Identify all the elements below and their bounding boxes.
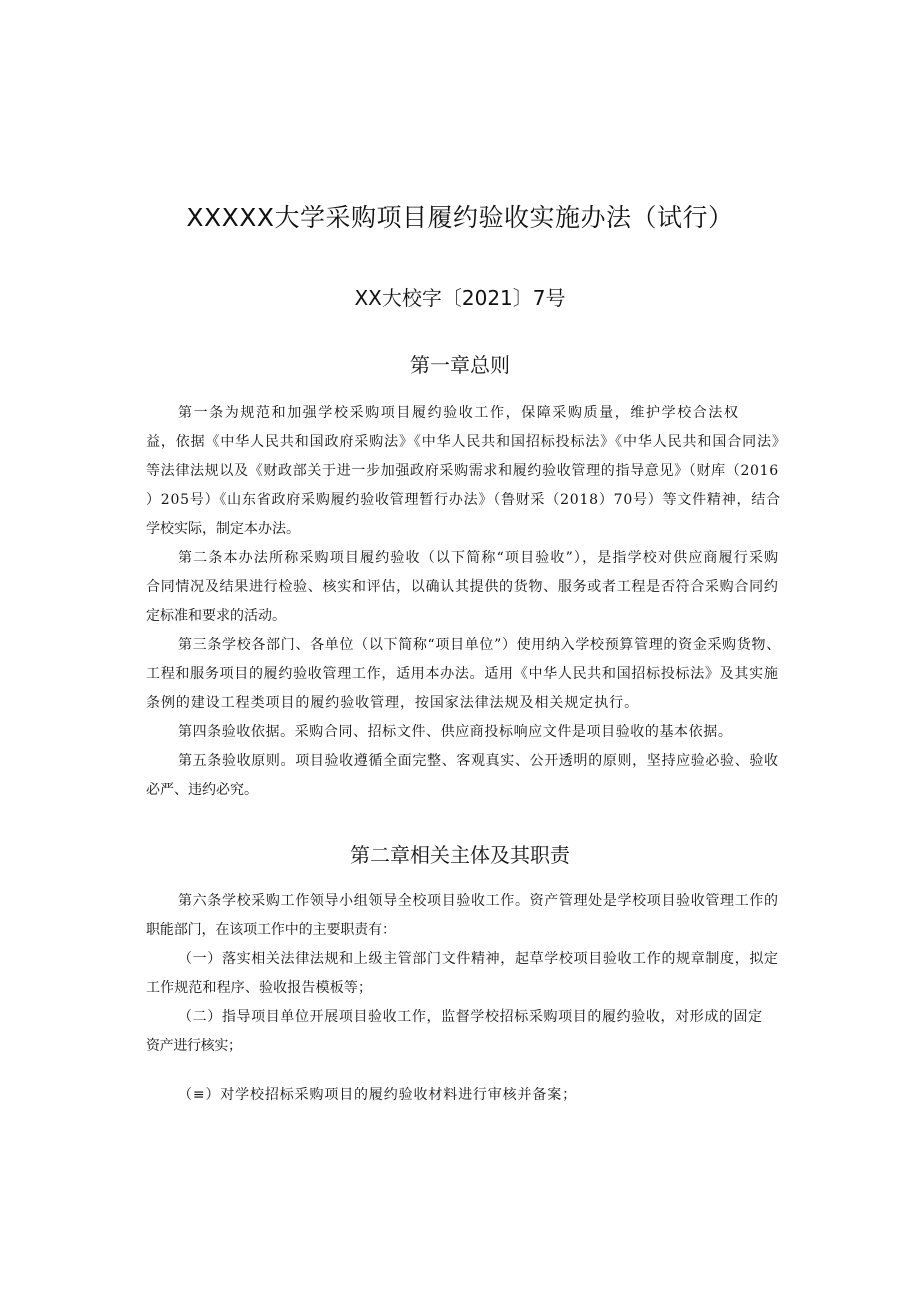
body-line: 益，依据《中华人民共和国政府采购法》《中华人民共和国招标投标法》《中华人民共和国合同法》: [146, 434, 787, 450]
body-line: （≡）对学校招标采购项目的履约验收材料进行审核并备案；: [178, 1087, 577, 1103]
body-line: （一）落实相关法律法规和上级主管部门文件精神，起草学校项目验收工作的规章制度，拟定: [178, 951, 779, 967]
chapter-1-heading: 第一章总则: [410, 353, 510, 377]
document-title: XXXXX大学采购项目履约验收实施办法（试行）: [186, 203, 734, 232]
body-line: 学校实际，制定本办法。: [146, 521, 300, 537]
body-line: 第四条验收依据。采购合同、招标文件、供应商投标响应文件是项目验收的基本依据。: [178, 724, 733, 740]
body-line: 合同情况及结果进行检验、核实和评估，以确认其提供的货物、服务或者工程是否符合采购合同约: [146, 579, 779, 595]
body-line: 条例的建设工程类项目的履约验收管理，按国家法律法规及相关规定执行。: [146, 695, 640, 711]
body-line: 工作规范和程序、验收报告模板等；: [146, 980, 373, 996]
body-line: 工程和服务项目的履约验收管理工作，适用本办法。适用《中华人民共和国招标投标法》及其实施: [146, 666, 779, 682]
body-line: 定标准和要求的活动。: [146, 608, 286, 624]
body-line: ）205号）《山东省政府采购履约验收管理暂行办法》（鲁财采（2018）70号）等文件精神，结合: [146, 492, 781, 508]
body-line: 资产进行核实；: [146, 1038, 242, 1054]
body-line: 第一条为规范和加强学校采购项目履约验收工作，保障采购质量，维护学校合法权: [178, 405, 740, 421]
chapter-2-heading: 第二章相关主体及其职责: [350, 843, 570, 867]
body-line: 第三条学校各部门、各单位（以下简称“项目单位”）使用纳入学校预算管理的资金采购货物、: [178, 637, 781, 653]
document-number: XX大校字〔2021〕7号: [354, 286, 566, 310]
body-line: 等法律法规以及《财政部关于进一步加强政府采购需求和履约验收管理的指导意见》（财库（2016: [146, 463, 779, 479]
body-line: （二）指导项目单位开展项目验收工作，监督学校招标采购项目的履约验收，对形成的固定: [178, 1009, 763, 1025]
body-line: 职能部门，在该项工作中的主要职责有：: [146, 922, 396, 938]
body-line: 第五条验收原则。项目验收遵循全面完整、客观真实、公开透明的原则，坚持应验必验、验收: [178, 753, 779, 769]
body-line: 第六条学校采购工作领导小组领导全校项目验收工作。资产管理处是学校项目验收管理工作的: [178, 893, 779, 909]
body-line: 第二条本办法所称采购项目履约验收（以下简称“项目验收”），是指学校对供应商履行采购: [178, 550, 780, 566]
body-line: 必严、违约必究。: [146, 782, 258, 798]
